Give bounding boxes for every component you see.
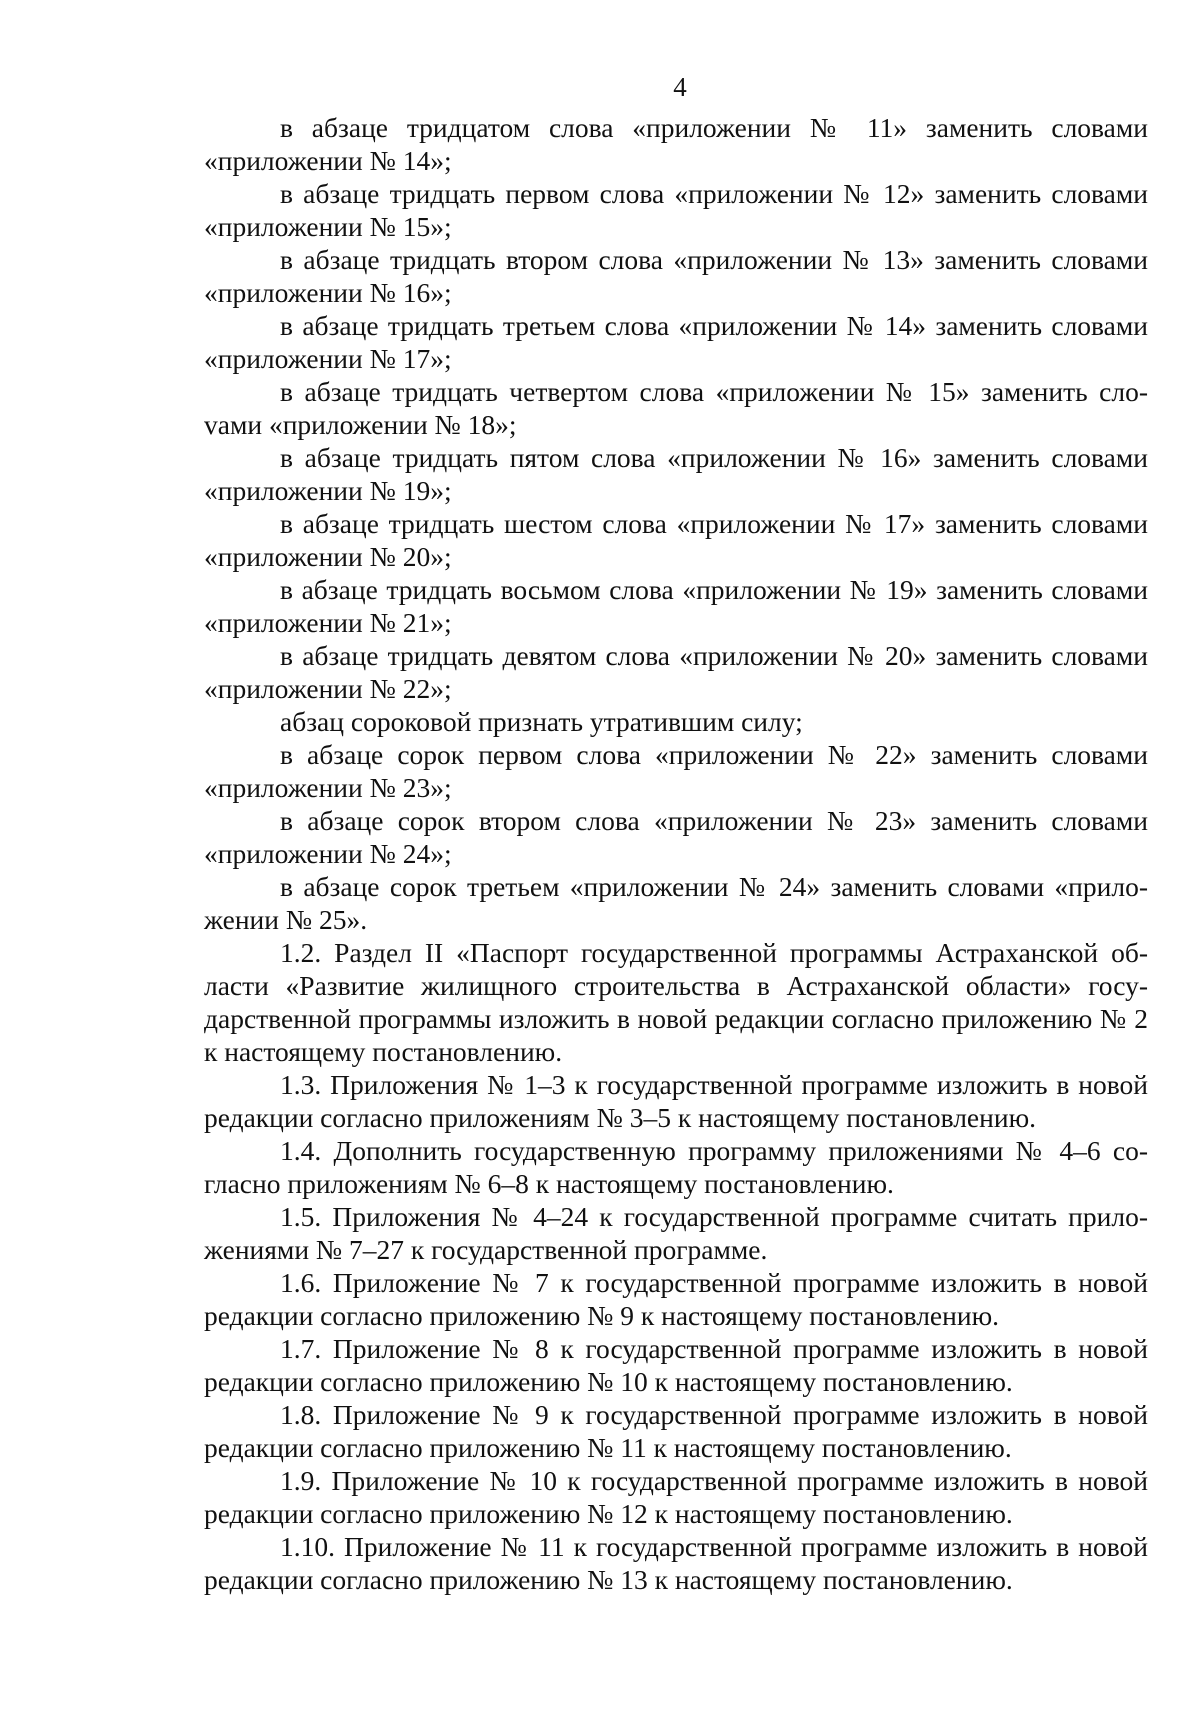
paragraph: в абзаце тридцатом слова «приложении № 11» заменить словами «приложении № 14»; — [204, 112, 1148, 176]
paragraph: абзац сороковой признать утратившим силу; — [280, 706, 803, 737]
paragraph: 1.2. Раздел II «Паспорт государственной программы Астраханской области «Развитие жилищного строительства в Астраханской области» государственной программы изложить в новой редакции согласно приложению № 2 к настоящему постановлению. — [204, 937, 1148, 1067]
paragraph: в абзаце тридцать третьем слова «приложении № 14» заменить словами «приложении № 17»; — [204, 310, 1148, 374]
paragraph: в абзаце тридцать девятом слова «приложении № 20» заменить словами «приложении № 22»; — [204, 640, 1148, 704]
page-number: 4 — [673, 72, 687, 102]
paragraph: 1.5. Приложения № 4–24 к государственной программе считать приложениями № 7–27 к государственной программе. — [204, 1201, 1148, 1265]
paragraph: в абзаце тридцать пятом слова «приложении № 16» заменить словами «приложении № 19»; — [204, 442, 1148, 506]
paragraph: 1.6. Приложение № 7 к государственной программе изложить в новой редакции согласно приложению № 9 к настоящему постановлению. — [204, 1267, 1148, 1331]
paragraph: 1.8. Приложение № 9 к государственной программе изложить в новой редакции согласно приложению № 11 к настоящему постановлению. — [204, 1399, 1148, 1463]
paragraph: 1.7. Приложение № 8 к государственной программе изложить в новой редакции согласно приложению № 10 к настоящему постановлению. — [204, 1333, 1148, 1397]
paragraph: в абзаце сорок втором слова «приложении № 23» заменить словами «приложении № 24»; — [204, 805, 1148, 869]
paragraph: в абзаце тридцать шестом слова «приложении № 17» заменить словами «приложении № 20»; — [204, 508, 1148, 572]
paragraph: 1.10. Приложение № 11 к государственной программе изложить в новой редакции согласно приложению № 13 к настоящему постановлению. — [204, 1531, 1148, 1595]
paragraph: в абзаце тридцать первом слова «приложении № 12» заменить словами «приложении № 15»; — [204, 178, 1148, 242]
paragraph: 1.3. Приложения № 1–3 к государственной программе изложить в новой редакции согласно приложениям № 3–5 к настоящему постановлению. — [204, 1069, 1148, 1133]
paragraph: 1.4. Дополнить государственную программу приложениями № 4–6 согласно приложениям № 6–8 к настоящему постановлению. — [204, 1135, 1148, 1199]
paragraph: в абзаце тридцать четвертом слова «приложении № 15» заменить слоvами «приложении № 18»; — [204, 376, 1148, 440]
paragraph: в абзаце сорок первом слова «приложении № 22» заменить словами «приложении № 23»; — [204, 739, 1148, 803]
paragraph: 1.9. Приложение № 10 к государственной программе изложить в новой редакции согласно приложению № 12 к настоящему постановлению. — [204, 1465, 1148, 1529]
document-body — [204, 111, 1148, 1596]
paragraph: в абзаце сорок третьем «приложении № 24» заменить словами «приложении № 25». — [204, 871, 1148, 935]
paragraph: в абзаце тридцать втором слова «приложении № 13» заменить словами «приложении № 16»; — [204, 244, 1148, 308]
paragraph: в абзаце тридцать восьмом слова «приложении № 19» заменить словами «приложении № 21»; — [204, 574, 1148, 638]
